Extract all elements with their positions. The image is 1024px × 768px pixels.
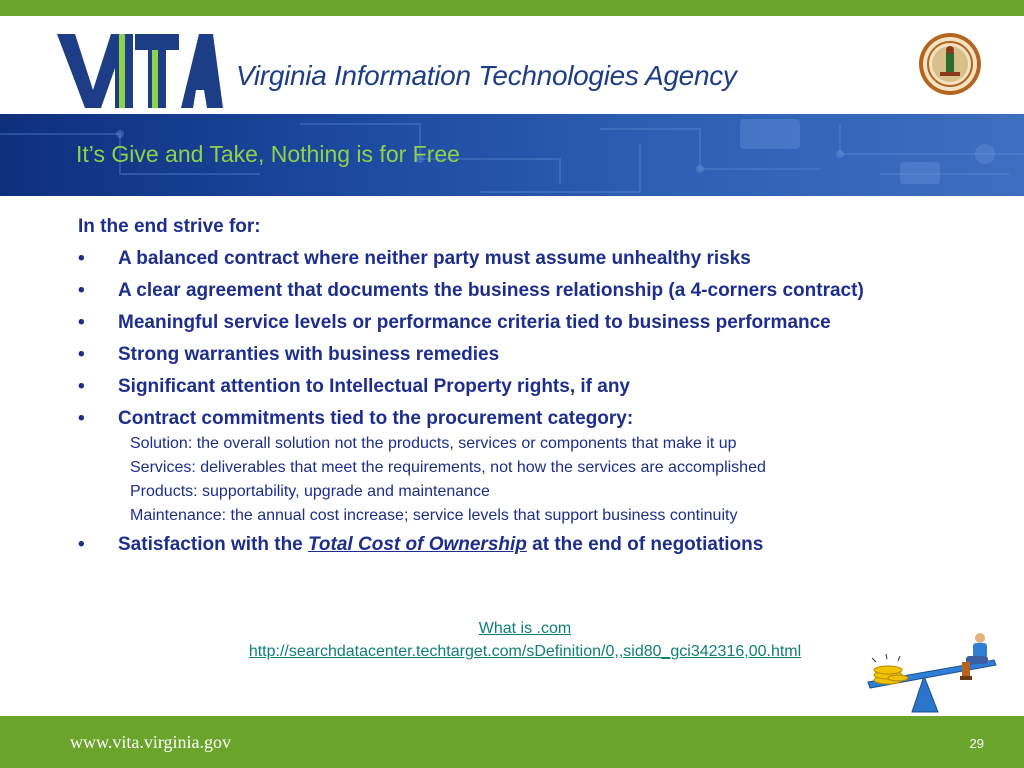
- bullet-text: Significant attention to Intellectual Property rights, if any: [118, 376, 630, 397]
- footer-website[interactable]: www.vita.virginia.gov: [70, 732, 231, 752]
- bullet-item: [78, 280, 958, 302]
- slide-body: [78, 216, 958, 556]
- seesaw-coins-icon: [862, 630, 1002, 714]
- top-accent-bar: [0, 0, 1024, 16]
- agency-name: Virginia Information Technologies Agency: [236, 60, 737, 91]
- sub-item-solution: Solution: the overall solution not the products, services or components that make it up: [130, 435, 737, 452]
- what-is-link[interactable]: What is .com: [478, 620, 572, 637]
- page-number: 29: [969, 736, 984, 751]
- bullet-marker: •: [78, 376, 85, 397]
- bullet-text: A balanced contract where neither party must assume unhealthy risks: [118, 248, 751, 269]
- bullet-item: [78, 248, 958, 270]
- intro-heading: In the end strive for:: [78, 216, 261, 237]
- sub-item-maintenance: Maintenance: the annual cost increase; service levels that support business continuity: [130, 507, 738, 524]
- sub-item-services: Services: deliverables that meet the requirements, not how the services are accomplished: [130, 459, 766, 476]
- footer: [0, 716, 1024, 768]
- slide-title: It’s Give and Take, Nothing is for Free: [76, 141, 460, 167]
- total-cost-of-ownership-link[interactable]: Total Cost of Ownership: [308, 534, 527, 555]
- bullet-item: [78, 312, 958, 334]
- bullet-text-prefix: Satisfaction with the: [118, 534, 309, 555]
- bullet-text: Meaningful service levels or performance criteria tied to business performance: [118, 312, 831, 333]
- vita-logo: [57, 34, 223, 108]
- bullet-text-suffix: at the end of negotiations: [526, 534, 764, 555]
- procurement-category-list: [78, 432, 958, 528]
- sub-item-products: Products: supportability, upgrade and maintenance: [130, 483, 490, 500]
- bullet-item: [78, 408, 958, 430]
- bullet-marker: •: [78, 534, 85, 555]
- bullet-marker: •: [78, 344, 85, 365]
- bullet-marker: •: [78, 408, 85, 429]
- bullet-text: Contract commitments tied to the procurement category:: [118, 408, 634, 429]
- bullet-text: Strong warranties with business remedies: [118, 344, 500, 365]
- bullet-item: [78, 534, 958, 556]
- bullet-item: [78, 376, 958, 398]
- techtarget-url-link[interactable]: http://searchdatacenter.techtarget.com/sDefinition/0,,sid80_gci342316,00.html: [248, 643, 802, 660]
- bullet-marker: •: [78, 248, 85, 269]
- bullet-marker: •: [78, 312, 85, 333]
- bullet-marker: •: [78, 280, 85, 301]
- virginia-state-seal-icon: [918, 32, 982, 96]
- bullet-item: [78, 344, 958, 366]
- header: [0, 16, 1024, 114]
- bullet-text: A clear agreement that documents the business relationship (a 4-corners contract): [118, 280, 864, 301]
